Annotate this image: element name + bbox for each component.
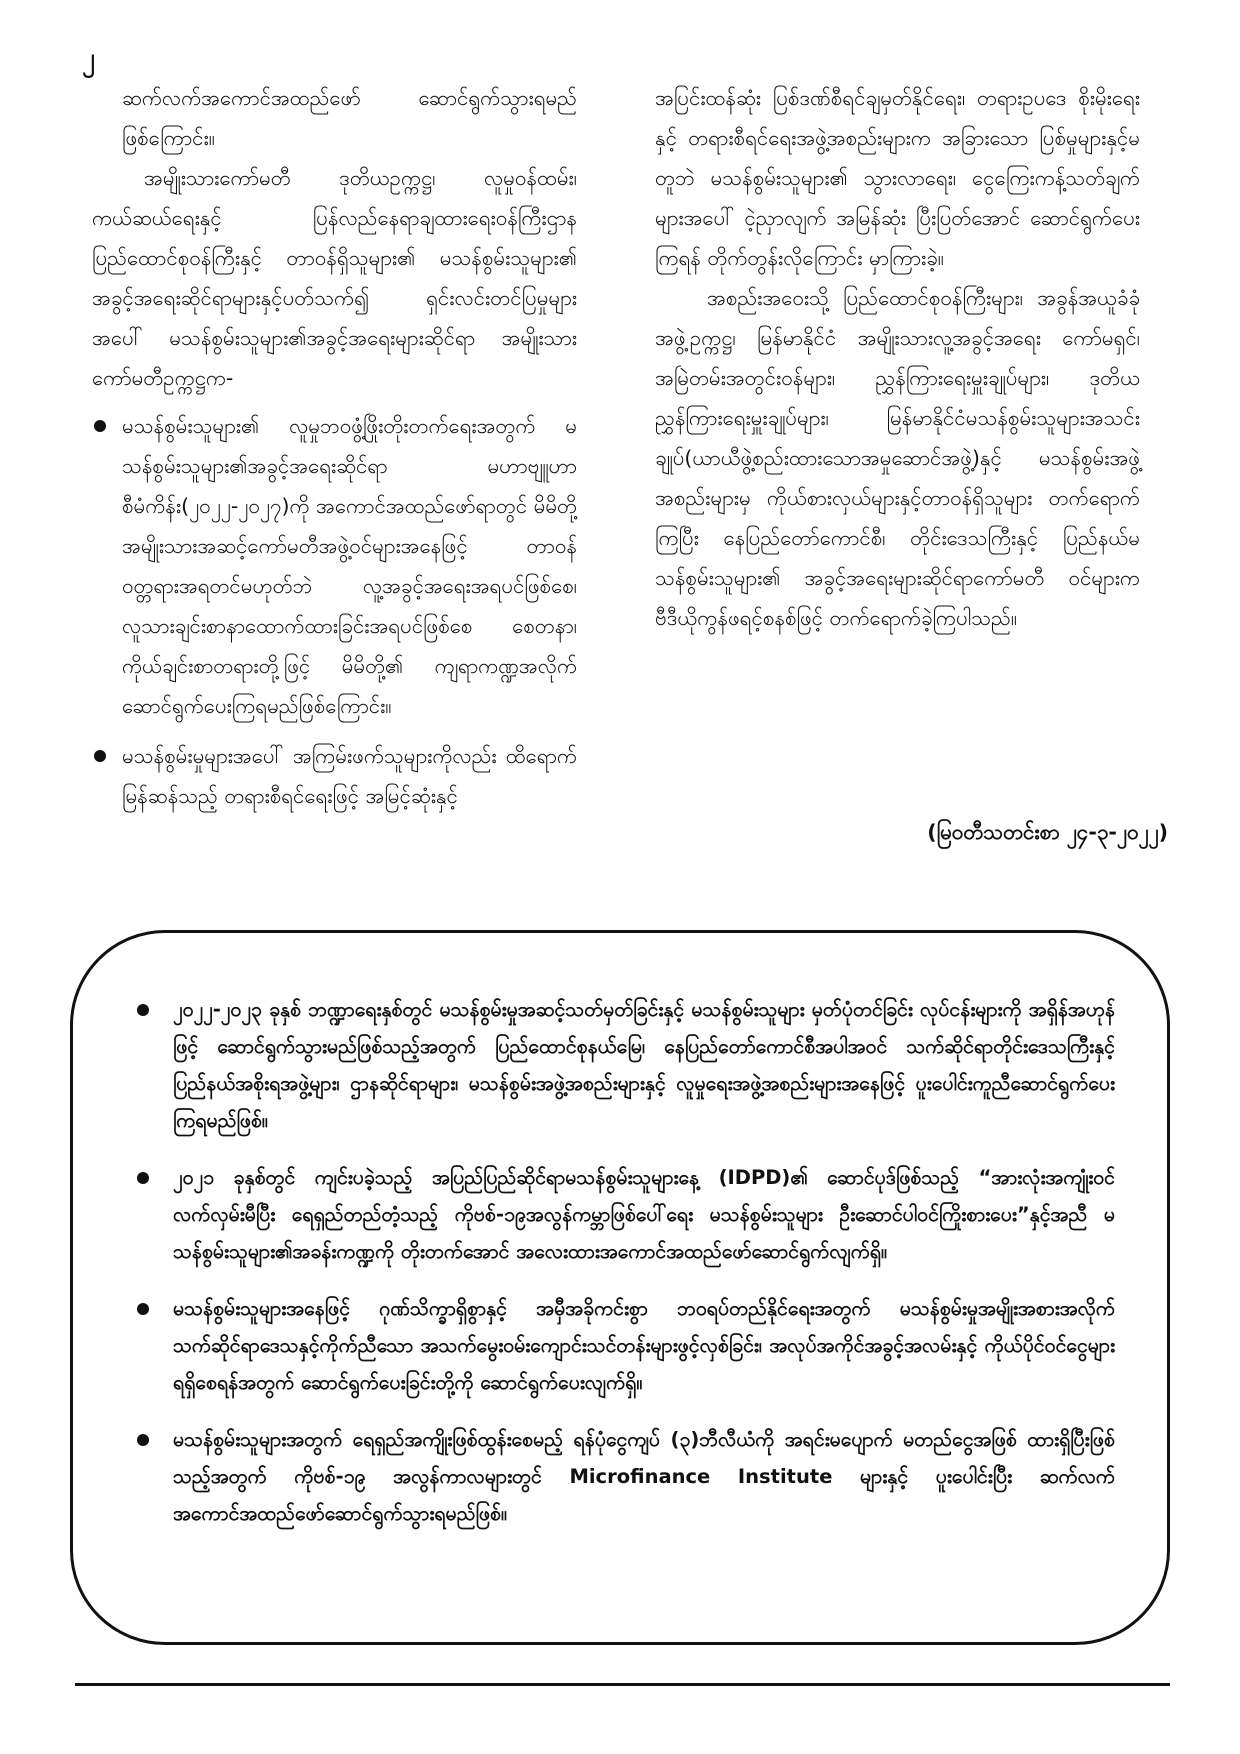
bullet-dot-icon [94,750,106,762]
list-item [133,1290,1115,1401]
highlight-box [70,930,1170,1645]
bullet-dot-icon [137,1434,149,1446]
list-item [92,736,577,816]
list-item-text: မသန်စွမ်းမှုများအပေါ် အကြမ်းဖက်သူများကိုလည်း ထိရောက်မြန်ဆန်သည့် တရားစီရင်ရေးဖြင့် အမြင့်ဆုံးနှင့် [122,744,577,808]
list-item [133,991,1115,1139]
bottom-rule [75,1683,1170,1686]
list-item [92,406,577,726]
bullet-dot-icon [137,1303,149,1315]
bullet-dot-icon [94,420,106,432]
bullet-dot-icon [137,1172,149,1184]
right-paragraph-1: အပြင်းထန်ဆုံး ပြစ်ဒဏ်စီရင်ချမှတ်နိုင်ရေး၊ တရားဥပဒေ စိုးမိုးရေးနှင့် တရားစီရင်ရေးအဖွဲ့အစည်းများက အခြားသော ပြစ်မှုများနှင့်မတူဘဲ မသန်စွမ်းသူများ၏ သွားလာရေး၊ ငွေကြေးကန့်သတ်ချက်များအပေါ် ငဲ့ညှာလျက် အမြန်ဆုံး ပြီးပြတ်အောင် ဆောင်ရွက်ပေးကြရန် တိုက်တွန်းလိုကြောင်း မှာကြားခဲ့။ [655,86,1140,270]
list-item-text: ၂၀၂၂-၂၀၂၃ ခုနှစ် ဘဏ္ဍာရေးနှစ်တွင် မသန်စွမ်းမှုအဆင့်သတ်မှတ်ခြင်းနှင့် မသန်စွမ်းသူများ မှတ်ပုံတင်ခြင်း လုပ်ငန်းများကို အရှိန်အဟုန်ဖြင့် ဆောင်ရွက်သွားမည်ဖြစ်သည့်အတွက် ပြည်ထောင်စုနယ်မြေ၊ နေပြည်တော်ကောင်စီအပါအဝင် သက်ဆိုင်ရာတိုင်းဒေသကြီးနှင့် ပြည်နယ်အစိုးရအဖွဲ့များ၊ ဌာနဆိုင်ရာများ၊ မသန်စွမ်းအဖွဲ့အစည်းများနှင့် လူမှုရေးအဖွဲ့အစည်းများအနေဖြင့် ပူးပေါင်းကူညီဆောင်ရွက်ပေးကြရမည်ဖြစ်။ [173,998,1115,1132]
list-item [133,1421,1115,1532]
left-bullet-list [92,406,577,816]
list-item-text: မသန်စွမ်းသူများအနေဖြင့် ဂုဏ်သိက္ခာရှိစွာနှင့် အမှီအခိုကင်းစွာ ဘဝရပ်တည်နိုင်ရေးအတွက် မသန်စွမ်းမှုအမျိုးအစားအလိုက် သက်ဆိုင်ရာဒေသနှင့်ကိုက်ညီသော အသက်မွေးဝမ်းကျောင်းသင်တန်းများဖွင့်လှစ်ခြင်း၊ အလုပ်အကိုင်အခွင့်အလမ်းနှင့် ကိုယ်ပိုင်ဝင်ငွေများရရှိစေရန်အတွက် ဆောင်ရွက်ပေးခြင်းတို့ကို ဆောင်ရွက်ပေးလျက်ရှိ။ [173,1297,1115,1394]
left-paragraph-1: ဆက်လက်အကောင်အထည်ဖော် ဆောင်ရွက်သွားရမည် ဖြစ်ကြောင်း။ [122,86,577,150]
right-column [655,78,1140,638]
source-citation: (မြဝတီသတင်းစာ ၂၄-၃-၂၀၂၂) [927,820,1168,844]
list-item-text: မသန်စွမ်းသူများ၏ လူမှုဘဝဖွံ့ဖြိုးတိုးတက်ရေးအတွက် မသန်စွမ်းသူများ၏အခွင့်အရေးဆိုင်ရာ မဟာဗျူဟာစီမံကိန်း(၂၀၂၂-၂၀၂၇)ကို အကောင်အထည်ဖော်ရာတွင် မိမိတို့ အမျိုးသားအဆင့်ကော်မတီအဖွဲ့ဝင်များအနေဖြင့် တာဝန်ဝတ္တရားအရတင်မဟုတ်ဘဲ လူ့အခွင့်အရေးအရပင်ဖြစ်စေ၊ လူသားချင်းစာနာထောက်ထားခြင်းအရပင်ဖြစ်စေ စေတနာ၊ ကိုယ်ချင်းစာတရားတို့ဖြင့် မိမိတို့၏ ကျရာကဏ္ဍအလိုက် ဆောင်ရွက်ပေးကြရမည်ဖြစ်ကြောင်း။ [122,414,577,718]
list-item [133,1159,1115,1270]
highlight-list [73,933,1167,1532]
left-paragraph-2: အမျိုးသားကော်မတီ ဒုတိယဥက္ကဋ္ဌ၊ လူမှုဝန်ထမ်း၊ ကယ်ဆယ်ရေးနှင့် ပြန်လည်နေရာချထားရေးဝန်ကြီးဌာန ပြည်ထောင်စုဝန်ကြီးနှင့် တာဝန်ရှိသူများ၏ မသန်စွမ်းသူများ၏ အခွင့်အရေးဆိုင်ရာများနှင့်ပတ်သက်၍ ရှင်းလင်းတင်ပြမှုများ အပေါ် မသန်စွမ်းသူများ၏အခွင့်အရေးများဆိုင်ရာ အမျိုးသား ကော်မတီဥက္ကဋ္ဌက- [92,166,577,390]
list-item-text: ၂၀၂၁ ခုနှစ်တွင် ကျင်းပခဲ့သည့် အပြည်ပြည်ဆိုင်ရာမသန်စွမ်းသူများနေ့ (IDPD)၏ ဆောင်ပုဒ်ဖြစ်သည့် “အားလုံးအကျုံးဝင် လက်လှမ်းမီပြီး ရေရှည်တည်တံ့သည့် ကိုဗစ်-၁၉အလွန်ကမ္ဘာဖြစ်ပေါ်ရေး မသန်စွမ်းသူများ ဦးဆောင်ပါဝင်ကြိုးစားပေး”နှင့်အညီ မသန်စွမ်းသူများ၏အခန်းကဏ္ဍကို တိုးတက်အောင် အလေးထားအကောင်အထည်ဖော်ဆောင်ရွက်လျက်ရှိ။ [173,1166,1115,1263]
right-paragraph-2: အစည်းအဝေးသို့ ပြည်ထောင်စုဝန်ကြီးများ၊ အခွန်အယူခံခုံအဖွဲ့ဥက္ကဋ္ဌ၊ မြန်မာနိုင်ငံ အမျိုးသားလူ့အခွင့်အရေး ကော်မရှင်၊ အမြဲတမ်းအတွင်းဝန်များ၊ ညွှန်ကြားရေးမှူးချုပ်များ၊ ဒုတိယညွှန်ကြားရေးမှူးချုပ်များ၊ မြန်မာနိုင်ငံမသန်စွမ်းသူများအသင်းချုပ်(ယာယီဖွဲ့စည်းထားသောအမှုဆောင်အဖွဲ့)နှင့် မသန်စွမ်းအဖွဲ့အစည်းများမှ ကိုယ်စားလှယ်များနှင့်တာဝန်ရှိသူများ တက်ရောက်ကြပြီး နေပြည်တော်ကောင်စီ၊ တိုင်းဒေသကြီးနှင့် ပြည်နယ်မသန်စွမ်းသူများ၏ အခွင့်အရေးများဆိုင်ရာကော်မတီ ဝင်များက ဗီဒီယိုကွန်ဖရင့်စနစ်ဖြင့် တက်ရောက်ခဲ့ကြပါသည်။ [655,286,1140,630]
left-column [92,78,577,826]
list-item-text: မသန်စွမ်းသူများအတွက် ရေရှည်အကျိုးဖြစ်ထွန်းစေမည့် ရန်ပုံငွေကျပ် (၃)ဘီလီယံကို အရင်းမပျောက် မတည်ငွေအဖြစ် ထားရှိပြီးဖြစ်သည့်အတွက် ကိုဗစ်-၁၉ အလွန်ကာလများတွင် Microfinance Institute များနှင့် ပူးပေါင်းပြီး ဆက်လက်အကောင်အထည်ဖော်ဆောင်ရွက်သွားရမည်ဖြစ်။ [173,1428,1115,1525]
page-number: ၂ [82,43,95,73]
bullet-dot-icon [137,1004,149,1016]
